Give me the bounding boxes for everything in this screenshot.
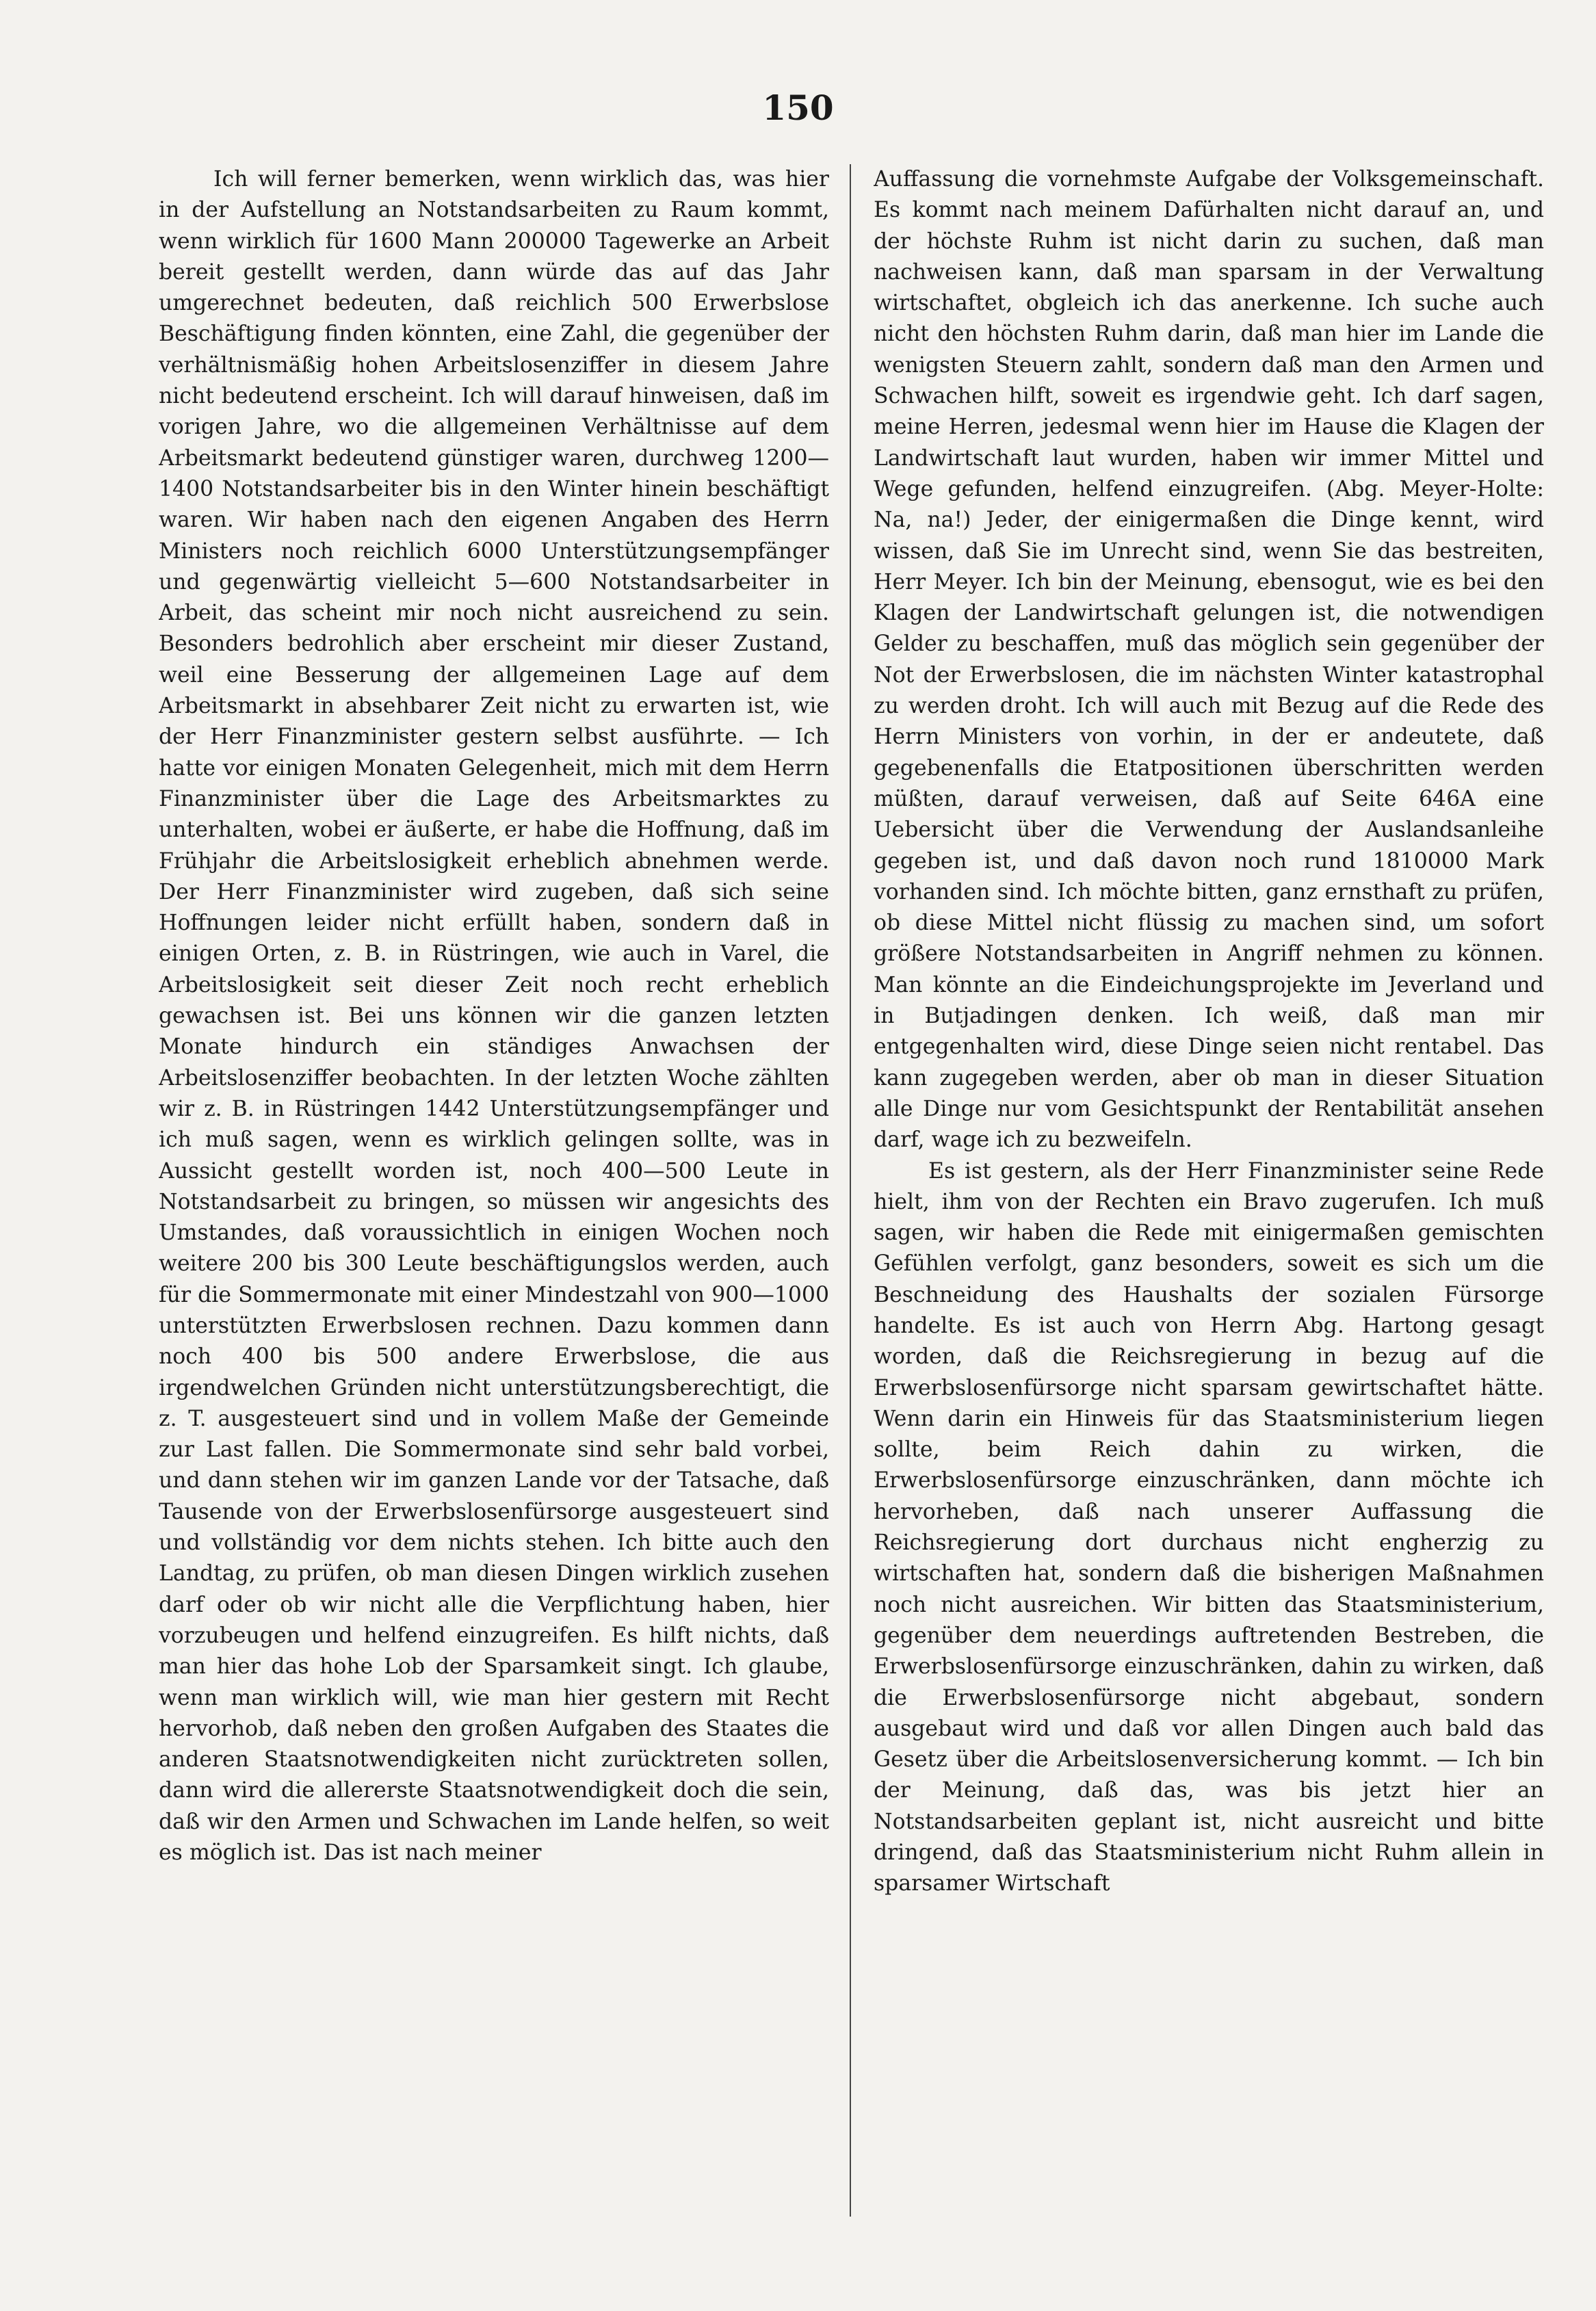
page-number: 150 bbox=[762, 88, 834, 128]
right-column bbox=[874, 164, 1544, 2223]
left-column bbox=[159, 164, 829, 2223]
column-divider bbox=[850, 164, 851, 2217]
right-paragraph-2: Es ist gestern, als der Herr Finanzminister seine Rede hielt, ihm von der Rechten ein Bravo zugerufen. Ich muß sagen, wir haben die Rede mit einigermaßen gemischten Gefühlen verfolgt, ganz besonders, soweit es sich um die Beschneidung des Haushalts der sozialen Fürsorge handelte. Es ist auch von Herrn Abg. Hartong gesagt worden, daß die Reichsregierung in bezug auf die Erwerbslosenfürsorge nicht sparsam gewirtschaftet hätte. Wenn darin ein Hinweis für das Staatsministerium liegen sollte, beim Reich dahin zu wirken, die Erwerbslosenfürsorge einzuschränken, dann möchte ich hervorheben, daß nach unserer Auffassung die Reichsregierung dort durchaus nicht engherzig zu wirtschaften hat, sondern daß die bisherigen Maßnahmen noch nicht ausreichen. Wir bitten das Staatsministerium, gegenüber dem neuerdings auftretenden Bestreben, die Erwerbslosenfürsorge einzuschränken, dahin zu wirken, daß die Erwerbslosenfürsorge nicht abgebaut, sondern ausgebaut wird und daß vor allen Dingen auch bald das Gesetz über die Arbeitslosenversicherung kommt. — Ich bin der Meinung, daß das, was bis jetzt hier an Notstandsarbeiten geplant ist, nicht ausreicht und bitte dringend, daß das Staatsministerium nicht Ruhm allein in sparsamer Wirtschaft bbox=[874, 1158, 1544, 1896]
left-paragraph-1: Ich will ferner bemerken, wenn wirklich das, was hier in der Aufstellung an Notstandsarbeiten zu Raum kommt, wenn wirklich für 1600 Mann 200000 Tagewerke an Arbeit bereit gestellt werden, dann würde das auf das Jahr umgerechnet bedeuten, daß reichlich 500 Erwerbslose Beschäftigung finden könnten, eine Zahl, die gegenüber der verhältnismäßig hohen Arbeitslosenziffer in diesem Jahre nicht bedeutend erscheint. Ich will darauf hinweisen, daß im vorigen Jahre, wo die allgemeinen Verhältnisse auf dem Arbeitsmarkt bedeutend günstiger waren, durchweg 1200—1400 Notstandsarbeiter bis in den Winter hinein beschäftigt waren. Wir haben nach den eigenen Angaben des Herrn Ministers noch reichlich 6000 Unterstützungsempfänger und gegenwärtig vielleicht 5—600 Notstandsarbeiter in Arbeit, das scheint mir noch nicht ausreichend zu sein. Besonders bedrohlich aber erscheint mir dieser Zustand, weil eine Besserung der allgemeinen Lage auf dem Arbeitsmarkt in absehbarer Zeit nicht zu erwarten ist, wie der Herr Finanzminister gestern selbst ausführte. — Ich hatte vor einigen Monaten Gelegenheit, mich mit dem Herrn Finanzminister über die Lage des Arbeitsmarktes zu unterhalten, wobei er äußerte, er habe die Hoffnung, daß im Frühjahr die Arbeitslosigkeit erheblich abnehmen werde. Der Herr Finanzminister wird zugeben, daß sich seine Hoffnungen leider nicht erfüllt haben, sondern daß in einigen Orten, z. B. in Rüstringen, wie auch in Varel, die Arbeitslosigkeit seit dieser Zeit noch recht erheblich gewachsen ist. Bei uns können wir die ganzen letzten Monate hindurch ein ständiges Anwachsen der Arbeitslosenziffer beobachten. In der letzten Woche zählten wir z. B. in Rüstringen 1442 Unterstützungsempfänger und ich muß sagen, wenn es wirklich gelingen sollte, was in Aussicht gestellt worden ist, noch 400—500 Leute in Notstandsarbeit zu bringen, so müssen wir angesichts des Umstandes, daß voraussichtlich in einigen Wochen noch weitere 200 bis 300 Leute beschäftigungslos werden, auch für die Sommermonate mit einer Mindestzahl von 900—1000 unterstützten Erwerbslosen rechnen. Dazu kommen dann noch 400 bis 500 andere Erwerbslose, die aus irgendwelchen Gründen nicht unterstützungsberechtigt, die z. T. ausgesteuert sind und in vollem Maße der Gemeinde zur Last fallen. Die Sommermonate sind sehr bald vorbei, und dann stehen wir im ganzen Lande vor der Tatsache, daß Tausende von der Erwerbslosenfürsorge ausgesteuert sind und vollständig vor dem nichts stehen. Ich bitte auch den Landtag, zu prüfen, ob man diesen Dingen wirklich zusehen darf oder ob wir nicht alle die Verpflichtung haben, hier vorzubeugen und helfend einzugreifen. Es hilft nichts, daß man hier das hohe Lob der Sparsamkeit singt. Ich glaube, wenn man wirklich will, wie man hier gestern mit Recht hervorhob, daß neben den großen Aufgaben des Staates die anderen Staatsnotwendigkeiten nicht zurücktreten sollen, dann wird die allererste Staatsnotwendigkeit doch die sein, daß wir den Armen und Schwachen im Lande helfen, so weit es möglich ist. Das ist nach meiner bbox=[159, 167, 829, 1866]
right-paragraph-1: Auffassung die vornehmste Aufgabe der Volksgemeinschaft. Es kommt nach meinem Dafürhalten nicht darauf an, und der höchste Ruhm ist nicht darin zu suchen, daß man nachweisen kann, daß man sparsam in der Verwaltung wirtschaftet, obgleich ich das anerkenne. Ich suche auch nicht den höchsten Ruhm darin, daß man hier im Lande die wenigsten Steuern zahlt, sondern daß man den Armen und Schwachen hilft, soweit es irgendwie geht. Ich darf sagen, meine Herren, jedesmal wenn hier im Hause die Klagen der Landwirtschaft laut wurden, haben wir immer Mittel und Wege gefunden, helfend einzugreifen. (Abg. Meyer-Holte: Na, na!) Jeder, der einigermaßen die Dinge kennt, wird wissen, daß Sie im Unrecht sind, wenn Sie das bestreiten, Herr Meyer. Ich bin der Meinung, ebensogut, wie es bei den Klagen der Landwirtschaft gelungen ist, die notwendigen Gelder zu beschaffen, muß das möglich sein gegenüber der Not der Erwerbslosen, die im nächsten Winter katastrophal zu werden droht. Ich will auch mit Bezug auf die Rede des Herrn Ministers von vorhin, in der er andeutete, daß gegebenenfalls die Etatpositionen überschritten werden müßten, darauf verweisen, daß auf Seite 646A eine Uebersicht über die Verwendung der Auslandsanleihe gegeben ist, und daß davon noch rund 1810000 Mark vorhanden sind. Ich möchte bitten, ganz ernsthaft zu prüfen, ob diese Mittel nicht flüssig zu machen sind, um sofort größere Notstandsarbeiten in Angriff nehmen zu können. Man könnte an die Eindeichungsprojekte im Jeverland und in Butjadingen denken. Ich weiß, daß man mir entgegenhalten wird, diese Dinge seien nicht rentabel. Das kann zugegeben werden, aber ob man in dieser Situation alle Dinge nur vom Gesichtspunkt der Rentabilität ansehen darf, wage ich zu bezweifeln. bbox=[874, 167, 1544, 1153]
